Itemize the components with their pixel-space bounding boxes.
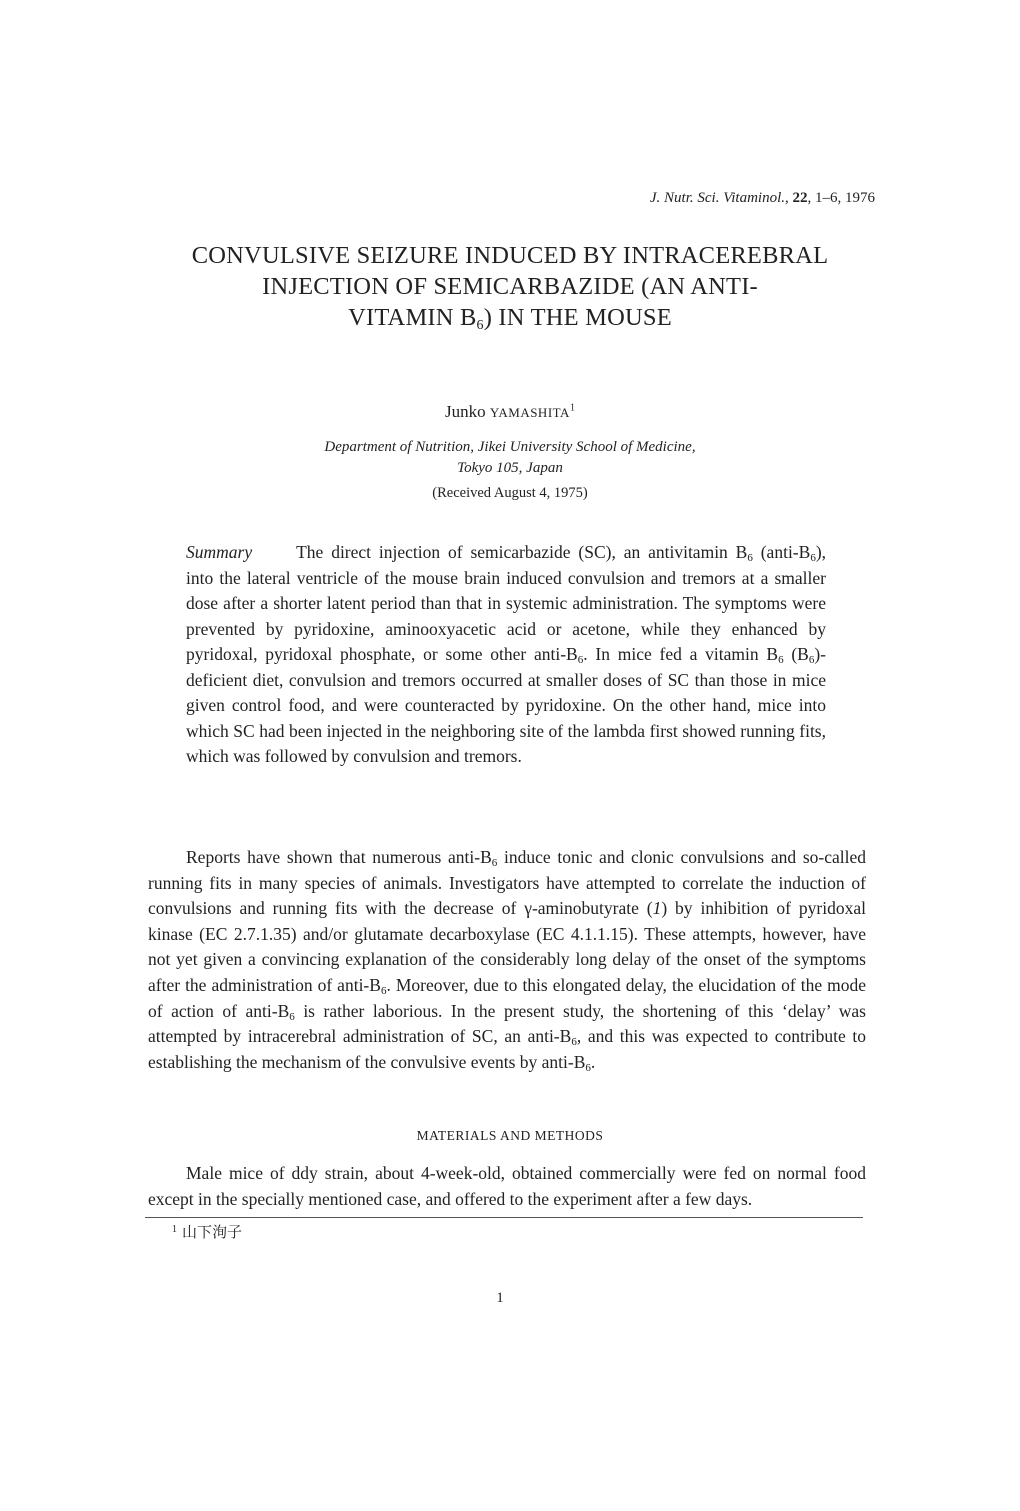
summary-label: Summary xyxy=(186,542,253,562)
author-name xyxy=(130,402,890,422)
footnote-text: 山下洵子 xyxy=(182,1225,243,1241)
footnote xyxy=(172,1221,242,1242)
author-first-name: Junko xyxy=(445,402,486,421)
received-date: (Received August 4, 1975) xyxy=(432,485,588,501)
journal-pages: 1–6 xyxy=(815,190,838,206)
section-heading: MATERIALS AND METHODS xyxy=(416,1128,604,1143)
title-line-1: CONVULSIVE SEIZURE INDUCED BY INTRACEREBRAL xyxy=(191,242,829,269)
footnote-mark: 1 xyxy=(172,1224,177,1235)
article-title xyxy=(130,240,890,333)
affiliation xyxy=(130,437,890,479)
footnote-divider xyxy=(145,1217,863,1218)
title-line-3: VITAMIN $B_6$) IN THE MOUSE xyxy=(348,304,672,333)
affiliation-line-2: Tokyo 105, Japan xyxy=(457,460,563,476)
journal-name: J. Nutr. Sci. Vitaminol. xyxy=(649,190,785,206)
author-footnote-mark: 1 xyxy=(569,402,575,414)
author-last-name: YAMASHITA xyxy=(489,405,570,420)
intro-paragraph: Reports have shown that numerous anti-$B_6$ induce tonic and clonic convulsions and so-called running fits in many species of animals. Investigators have attempted to correlate the induction of convulsions and running fits with the decrease of γ-aminobutyrate (1) by inhibition of pyridoxal kinase (EC 2.7.1.35) and/or glutamate decarboxylase (EC 4.1.1.15). These attempts, however, have not yet given a convincing explanation of the considerably long delay of the onset of the symptoms after the administration of anti-$B_6$. Moreover, due to this elongated delay, the elucidation of the mode of action of anti-$B_6$ is rather laborious. In the present study, the shortening of this ‘delay’ was attempted by intracerebral administration of SC, an anti-$B_6$, and this was expected to contribute to establishing the mechanism of the convulsive events by anti-$B_6$. xyxy=(148,847,866,1074)
reference-1: 1 xyxy=(652,898,662,919)
methods-paragraph: Male mice of ddy strain, about 4-week-old, obtained commercially were fed on normal food except in the specially mentioned case, and offered to the experiment after a few days. xyxy=(148,1163,866,1209)
page-number: 1 xyxy=(496,1290,504,1306)
title-line-2: INJECTION OF SEMICARBAZIDE (AN ANTI- xyxy=(262,273,758,300)
journal-volume: 22 xyxy=(792,190,808,206)
summary-paragraph: Summary The direct injection of semicarbazide (SC), an antivitamin $B_6$ $(anti-B_6)$, into the lateral ventricle of the mouse brain induced convulsion and tremors at a smaller dose after a shorter latent period than that in systemic administration. The symptoms were prevented by pyridoxine, aminooxyacetic acid or acetone, while they enhanced by pyridoxal, pyridoxal phosphate, or some other anti-$B_6$. In mice fed a vitamin $B_6$ $(B_6)$-deficient diet, convulsion and tremors occurred at smaller doses of SC than those in mice given control food, and were counteracted by pyridoxine. On the other hand, mice into which SC had been injected in the neighboring site of the lambda first showed running fits, which was followed by convulsion and tremors. xyxy=(186,542,827,766)
affiliation-line-1: Department of Nutrition, Jikei University School of Medicine, xyxy=(324,439,696,455)
journal-citation: J. Nutr. Sci. Vitaminol., 22, 1–6, 1976 xyxy=(649,190,875,206)
journal-year: 1976 xyxy=(845,190,875,206)
